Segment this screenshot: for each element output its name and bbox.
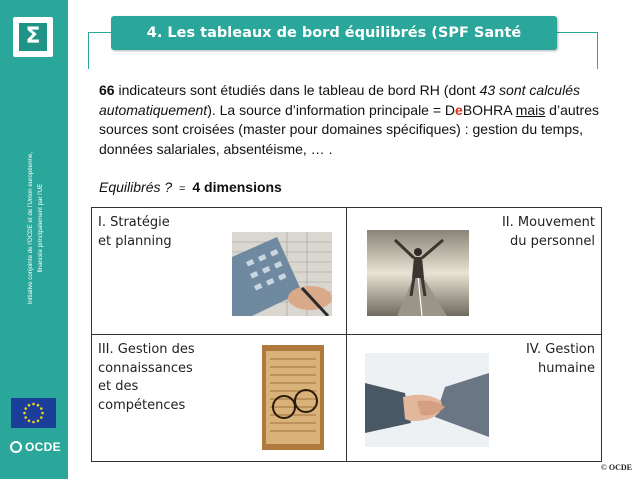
quadrant-knowledge-line3: et des xyxy=(98,379,139,394)
quadrant-knowledge-line4: compétences xyxy=(98,397,186,413)
copyright: © OCDE xyxy=(600,463,632,472)
quadrant-movement-label xyxy=(502,214,595,251)
quadrant-knowledge xyxy=(92,335,347,462)
quadrant-human-label xyxy=(526,341,595,378)
quadrant-human xyxy=(347,335,602,462)
balance-equals: = xyxy=(179,183,186,195)
intro-underlined: mais xyxy=(515,101,546,118)
road-runner-photo xyxy=(367,230,469,316)
quadrant-human-line1: IV. Gestion xyxy=(525,342,595,357)
funding-note xyxy=(26,114,46,342)
handshake-photo xyxy=(365,353,489,447)
balance-line xyxy=(99,179,282,195)
funding-note-line2: financée principalement par l'UE xyxy=(37,183,44,273)
intro-red-letter: e xyxy=(455,101,463,118)
dimensions-table xyxy=(91,207,602,462)
balance-question: Equilibrés ? xyxy=(99,179,177,195)
quadrant-strategy-line2: et planning xyxy=(98,233,172,249)
quadrant-knowledge-line1: III. Gestion des xyxy=(98,342,195,357)
intro-part2: ). La source d’information principale = D xyxy=(207,101,456,118)
eu-flag-icon xyxy=(11,398,56,428)
intro-part1: indicateurs sont étudiés dans le tableau de bord RH (dont xyxy=(114,82,480,98)
intro-part4: d’autres sources sont croisées (master pour domaines spécifiques) : gestion du temps, données salariales, absentéisme, … . xyxy=(99,101,599,157)
intro-part3: BOHRA xyxy=(462,101,516,118)
sigma-logo xyxy=(13,17,53,57)
quadrant-strategy-label xyxy=(98,214,172,251)
quadrant-movement-line1: II. Mouvement xyxy=(501,215,595,230)
quadrant-movement-line2: du personnel xyxy=(509,233,595,249)
sidebar xyxy=(0,0,68,479)
quadrant-movement xyxy=(347,208,602,335)
oecd-circle-icon xyxy=(10,441,22,453)
quadrant-strategy-line1: I. Stratégie xyxy=(98,215,170,230)
oecd-label: OCDE xyxy=(25,440,61,454)
quadrant-knowledge-line2: connaissances xyxy=(98,360,193,376)
calculator-photo xyxy=(232,232,332,316)
intro-paragraph xyxy=(99,81,619,159)
funding-note-line1: Initiative conjointe de l'OCDE et de l'Union européenne, xyxy=(27,151,34,305)
book-glasses-photo xyxy=(262,345,324,450)
quadrant-knowledge-label xyxy=(98,341,195,415)
balance-answer: 4 dimensions xyxy=(192,179,282,195)
sigma-icon: Σ xyxy=(19,23,47,51)
quadrant-strategy xyxy=(92,208,347,335)
oecd-logo xyxy=(10,440,61,454)
intro-italic: 43 sont calculés automatiquement xyxy=(99,82,580,118)
quadrant-human-line2: humaine xyxy=(538,360,595,376)
indicator-count: 66 xyxy=(99,82,115,98)
page-title: 4. Les tableaux de bord équilibrés (SPF Santé publique) xyxy=(111,16,557,50)
